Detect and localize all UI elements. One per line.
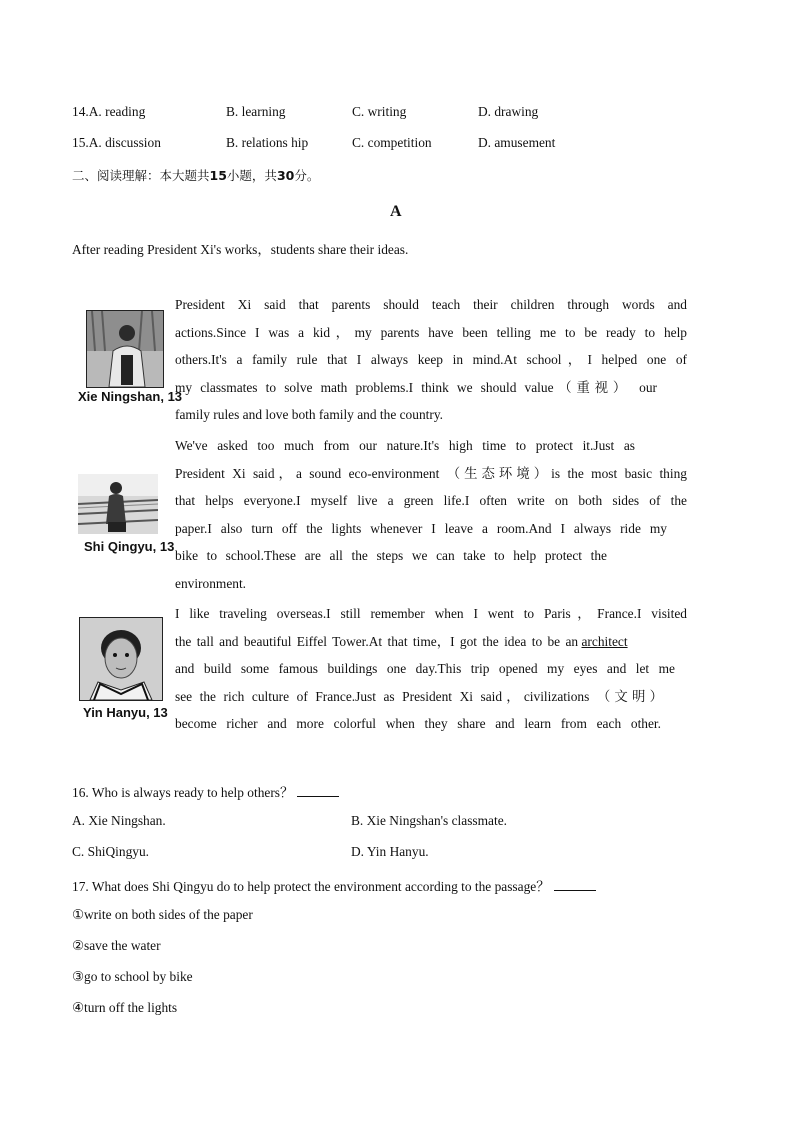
question-15-option-d: D. amusement [478,135,556,150]
student-photo-yin-hanyu [79,617,163,701]
question-number: 14. [72,104,89,119]
answer-blank[interactable] [297,785,339,797]
question-17-item-3: ③go to school by bike [72,969,193,984]
paragraph-line: We've asked too much from our nature.It's high time to protect it.Just as [175,438,635,453]
section-title: 二、阅读理解：本大题共15小题，共30分。 [72,168,320,183]
photo-image [78,474,158,534]
student-caption: Yin Hanyu, 13 [83,705,168,720]
paragraph-line: my classmates to solve math problems.I think we should value（重视） our [175,379,657,395]
question-14-option-d: D. drawing [478,104,539,119]
question-15-option-c: C. competition [352,135,432,150]
paragraph-line: others.It's a family rule that I always keep in mind.At school，I helped one of [175,352,687,368]
paragraph-line: become richer and more colorful when they share and learn from each other. [175,716,661,732]
passage-letter: A [390,203,402,220]
student-paragraph-shi-qingyu [175,432,687,598]
paragraph-line: I like traveling overseas.I still remember when I went to Paris，France.I visited [175,606,687,621]
paragraph-line: bike to school.These are all the steps we can take to help protect the [175,548,607,564]
student-caption: Shi Qingyu, 13 [84,539,175,554]
paragraph-line: and build some famous buildings one day.This trip opened my eyes and let me [175,661,675,677]
paragraph-line: actions.Since I was a kid，my parents have been telling me to be ready to help [175,324,687,340]
question-number: 15. [72,135,89,150]
paragraph-line: President Xi said，a sound eco-environment （生态环境）is the most basic thing [175,465,687,481]
paragraph-line: that helps everyone.I myself live a green life.I often write on both sides of the [175,493,687,509]
student-photo-xie-ningshan [86,310,164,388]
question-16-option-c: C. ShiQingyu. [72,844,150,859]
question-17-item-2: ②save the water [72,938,161,953]
question-17-item-1: ①write on both sides of the paper [72,907,253,922]
student-paragraph-xie-ningshan [175,291,687,429]
underlined-word: architect [581,633,628,649]
question-15-option-b: B. relations hip [226,135,309,150]
answer-blank[interactable] [554,879,596,891]
student-caption: Xie Ningshan, 13 [78,389,183,404]
question-14-option-c: C. writing [352,104,407,119]
paragraph-line: environment. [175,575,247,591]
paragraph-line: President Xi said that parents should teach their children through words and [175,297,687,312]
question-16-option-a: A. Xie Ningshan. [72,813,166,828]
question-16-option-d: D. Yin Hanyu. [351,844,429,859]
student-paragraph-yin-hanyu [175,600,687,738]
paragraph-line: family rules and love both family and the country. [175,407,443,423]
question-14-option-a: 14.A. reading [72,104,146,119]
question-15-option-a: 15.A. discussion [72,135,161,150]
student-photo-shi-qingyu [78,474,158,534]
question-16-stem: 16. Who is always ready to help others？ [72,782,339,801]
question-17-item-4: ④turn off the lights [72,1000,178,1015]
question-14-option-b: B. learning [226,104,286,119]
paragraph-line-with-underlined-word: the tall and beautiful Eiffel Tower.At that time，I got the idea to be an architect [175,633,628,649]
photo-image [87,311,163,387]
passage-intro: After reading President Xi's works，students share their ideas. [72,242,409,257]
photo-image [80,618,162,700]
question-17-stem: 17. What does Shi Qingyu do to help protect the environment according to the passage？ [72,876,596,895]
paragraph-line: paper.I also turn off the lights whenever I leave a room.And I always ride my [175,520,667,536]
paragraph-line: see the rich culture of France.Just as President Xi said，civilizations （文明） [175,688,663,704]
question-16-option-b: B. Xie Ningshan's classmate. [351,813,508,828]
